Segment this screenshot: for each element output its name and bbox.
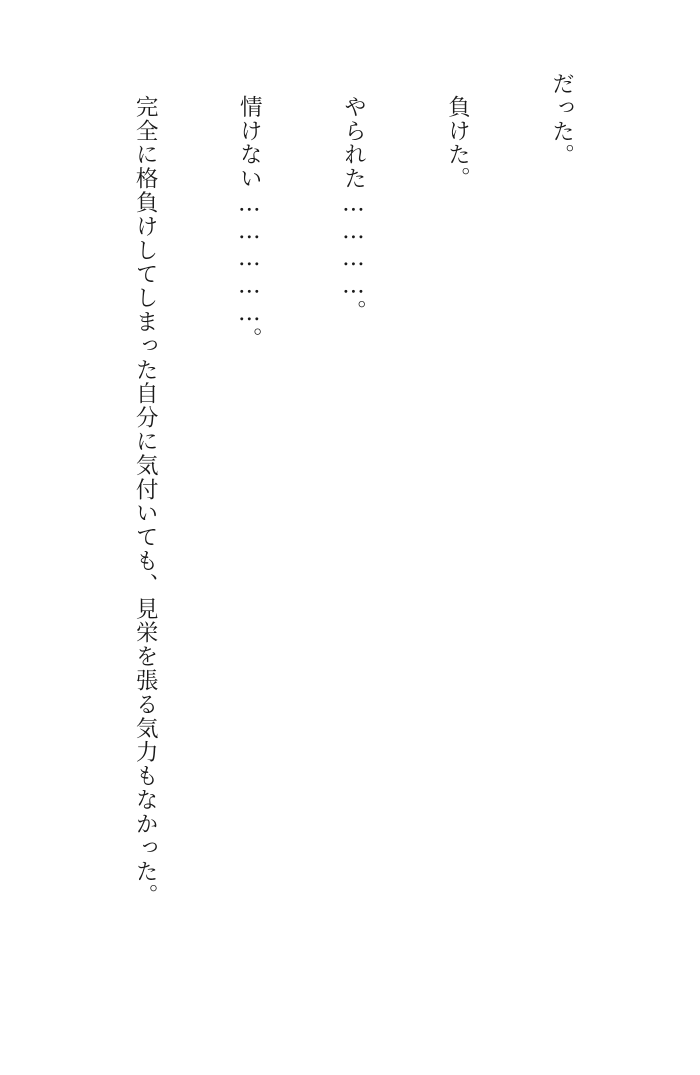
text-line-maketa: 負けた。 [444, 94, 471, 191]
text-line-datta: だった。 [548, 72, 575, 168]
text-line-nasakenai: 情けない……………。 [236, 94, 263, 351]
text-line-kanzen: 完全に格負けしてしまった自分に気付いても、見栄を張る気力もなかった。 [132, 94, 159, 908]
text-line-yarareta: やられた…………。 [340, 94, 367, 324]
vertical-text-body [0, 72, 648, 972]
blank-line [23, 72, 58, 972]
